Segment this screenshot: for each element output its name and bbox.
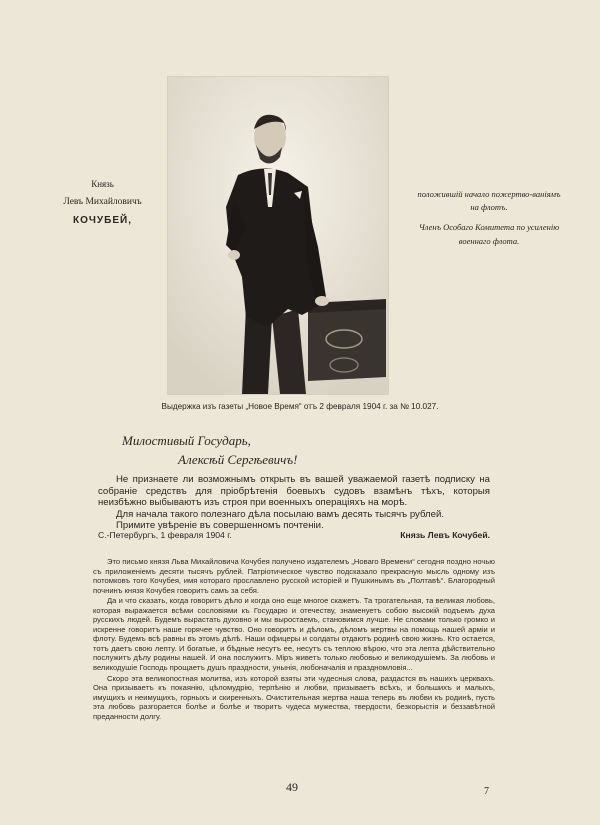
caption-role-1: положившій начало пожертво-ваніямъ на флотъ. [417,189,561,213]
portrait-photo [167,76,389,395]
portrait-caption-left [40,176,165,230]
letter-salutation [122,431,297,469]
article-paragraph: Скоро эта великопостная молитва, изъ которой взяты эти чудесныя слова, раздастся въ нашихъ церквахъ. Она призываетъ къ покаянію, цѣломудрію, терпѣнію и любви, призываетъ всѣхъ, и большихъ и малыхъ, имущихъ и неимущихъ, горныхъ и скиренныхъ. Очистительная жертва наша теперь въ любви къ родинѣ, пусть эта любовь разгорается болѣе и болѣе и творитъ чудеса мужества, твердости, безкорыстія и беззавѣтной преданности долгу. [93,673,495,721]
letter-signature: Князь Левъ Кочубей. [400,530,490,540]
article-paragraph: Да и что сказать, когда говоритъ дѣло и когда оно еще многое скажетъ. Та трогательная, та великая любовь, которая выражается всѣми сословіями къ Государю и отечеству, знаменуетъ собою высокій подъемъ духа русскихъ людей. Будемъ вырастать духовно и мы выростаемъ, становимся лучше. Не словами только громко и искренне говоритъ наше горячее чувство. Оно говоритъ и дѣломъ, дѣломъ жертвы на помощь нашей арміи и флоту. Будемъ всѣ равны въ этомъ дѣлѣ. Наши офицеры и солдаты отдаютъ родинѣ свою жизнь. Кто остается, тотъ даетъ свою лепту. И богатые, и бѣдные несутъ ее, несутъ съ теплою вѣрою, что эта лепта дѣйствительно послужитъ дѣлу родины нашей. И она послужитъ. Міръ живетъ только любовью и великодушіемъ. За любовь и великодушіе Господь прощаетъ душъ праздности, унынія, любоначалія и праздномловія... [93,596,495,673]
caption-rank: Князь [91,179,114,189]
letter-paragraph: Примите увѣреніе въ совершенномъ почтеніи. [116,520,324,532]
letter-body [98,474,490,532]
salutation-line-1: Милостивый Государь, [122,433,251,448]
newspaper-source-caption: Выдержка изъ газеты „Новое Время“ отъ 2 февраля 1904 г. за № 10.027. [161,402,439,411]
article-body [93,557,495,722]
caption-role-2: Членъ Особаго Комитета по усиленію военнаго флота. [418,222,560,246]
caption-surname: КОЧУБЕЙ, [73,215,132,227]
page-number: 49 [286,780,298,794]
sheet-number: 7 [484,786,489,797]
article-paragraph: Это письмо князя Льва Михайловича Кочубея получено издателемъ „Новаго Времени“ сегодня поздно ночью съ приложеніемъ десяти тысячъ рублей. Патріотическое чувство подсказало прекрасную мысль одному изъ потомковъ того Кочубея, имя котораго прославлено русской исторіей и Пушкинымъ въ „Полтавѣ“. Благородный почнинъ князя Кочубея говоритъ самъ за себя. [93,557,495,595]
caption-name: Левъ Михайловичъ [63,197,142,208]
letter-paragraph: Не признаете ли возможнымъ открыть въ вашей уважаемой газетѣ подписку на собраніе средствъ для пріобрѣтенія боевыхъ судовъ взамѣнъ тѣхъ, которыя неизбѣжно выбываютъ изъ строя при военныхъ операціяхъ на морѣ. [98,474,490,509]
portrait-caption-right [414,188,564,255]
letter-date: С.-Петербургъ, 1 февраля 1904 г. [98,530,232,540]
letter-paragraph: Для начала такого полезнаго дѣла посылаю вамъ десять тысячъ рублей. [116,508,444,520]
salutation-line-2: Алексѣй Сергѣевичъ! [178,452,298,467]
